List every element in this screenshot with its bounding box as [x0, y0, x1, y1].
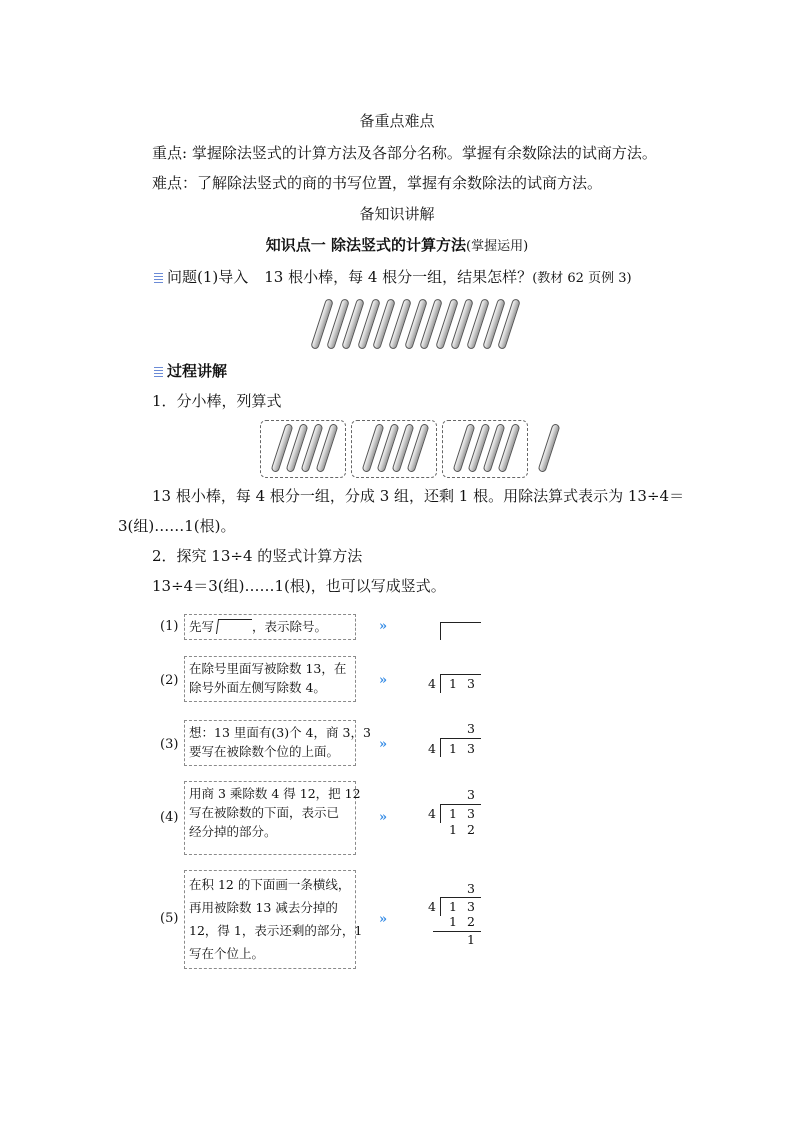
bracket-left-line [440, 738, 441, 757]
step-4-line-3: 经分掉的部分。 [189, 824, 277, 839]
step-3-line-1: 想：13 里面有(3)个 4，商 3，3 [189, 725, 371, 740]
bracket-top-line [441, 897, 481, 898]
problem-text: 13 根小棒，每 4 根分一组，结果怎样？ [264, 268, 533, 286]
process-heading: 过程讲解 [167, 362, 228, 380]
bracket-top-line [441, 674, 481, 675]
step-box-3 [184, 720, 371, 766]
problem-label: 问题(1)导入 [167, 268, 249, 286]
step-number-2: (2) [160, 673, 179, 688]
product-tens: 1 [449, 822, 457, 837]
dividend-ones: 3 [467, 676, 475, 691]
division-bracket-icon [214, 618, 252, 634]
step1-title: 1．分小棒，列算式 [152, 392, 282, 410]
key-point-text: 重点: 掌握除法竖式的计算方法及各部分名称。掌握有余数除法的试商方法。 [152, 144, 657, 162]
knowledge-point-title [0, 234, 794, 255]
process-heading-line [154, 361, 227, 381]
arrow-icon: » [379, 737, 383, 752]
step1-text-b: 3(组)……1(根)。 [118, 517, 236, 535]
arrow-icon: » [379, 912, 383, 927]
arrow-icon: » [379, 619, 383, 634]
dividend-tens: 1 [449, 899, 457, 914]
bracket-left-line [440, 674, 441, 693]
dividend-tens: 1 [449, 676, 457, 691]
step-number-3: (3) [160, 737, 179, 752]
dividend-ones: 3 [467, 806, 475, 821]
bracket-left-line [440, 622, 441, 640]
dividend-ones: 3 [467, 899, 475, 914]
heading-knowledge: 备知识讲解 [359, 205, 435, 223]
arrow-icon: » [379, 810, 383, 825]
step-box-1 [184, 614, 356, 640]
bracket-top-line [441, 738, 481, 739]
problem-source: (教材 62 页例 3) [532, 271, 632, 286]
product-ones: 2 [467, 822, 475, 837]
step-5-line-3: 12，得 1，表示还剩的部分，1 [189, 923, 363, 938]
step-3-line-2: 要写在被除数个位的上面。 [189, 744, 340, 759]
step-box-5 [184, 870, 363, 969]
step2-title: 2．探究 13÷4 的竖式计算方法 [152, 547, 363, 565]
step-5-line-4: 写在个位上。 [189, 946, 265, 961]
section-marker-icon [154, 272, 163, 283]
quotient: 3 [467, 787, 475, 802]
grouped-sticks [260, 420, 570, 476]
step2-text: 13÷4＝3(组)……1(根)，也可以写成竖式。 [152, 577, 446, 595]
step-5-line-2: 再用被除数 13 减去分掉的 [189, 900, 338, 915]
quotient: 3 [467, 721, 475, 736]
step-4-line-1: 用商 3 乘除数 4 得 12，把 12 [189, 786, 361, 801]
arrow-icon: » [379, 673, 383, 688]
step-4-line-2: 写在被除数的下面，表示已 [189, 805, 340, 820]
step-box-4 [184, 781, 361, 855]
divisor: 4 [428, 676, 436, 691]
section-marker-icon [154, 366, 163, 377]
sticks-row [310, 296, 520, 352]
bracket-left-line [440, 804, 441, 823]
step-2-line-1: 在除号里面写被除数 13，在 [189, 661, 347, 676]
stick-remainder [537, 423, 560, 473]
knowledge-point-tag: (掌握运用) [466, 239, 529, 254]
bracket-top-line [441, 804, 481, 805]
remainder: 1 [467, 932, 475, 947]
step-number-4: (4) [160, 810, 179, 825]
problem-line [154, 267, 632, 289]
step-number-5: (5) [160, 911, 179, 926]
step-1-text-b: ，表示除号。 [252, 619, 328, 634]
difficulty-text: 难点：了解除法竖式的商的书写位置，掌握有余数除法的试商方法。 [152, 174, 603, 192]
step-box-2 [184, 656, 356, 702]
step-1-text-a: 先写 [189, 619, 215, 634]
step-number-1: (1) [160, 619, 179, 634]
dividend-tens: 1 [449, 741, 457, 756]
knowledge-point-label: 知识点一 除法竖式的计算方法 [265, 236, 467, 254]
dividend-tens: 1 [449, 806, 457, 821]
product-ones: 2 [467, 914, 475, 929]
step1-text-a: 13 根小棒，每 4 根分一组，分成 3 组，还剩 1 根。用除法算式表示为 13÷4＝ [152, 487, 685, 505]
divisor: 4 [428, 806, 436, 821]
step-5-line-1: 在积 12 的下面画一条横线， [189, 877, 351, 892]
bracket-top-line [441, 622, 481, 623]
dividend-ones: 3 [467, 741, 475, 756]
heading-key-points: 备重点难点 [359, 112, 435, 130]
divisor: 4 [428, 741, 436, 756]
product-tens: 1 [449, 914, 457, 929]
divisor: 4 [428, 899, 436, 914]
step-2-line-2: 除号外面左侧写除数 4。 [189, 680, 326, 695]
bracket-left-line [440, 897, 441, 916]
quotient: 3 [467, 881, 475, 896]
